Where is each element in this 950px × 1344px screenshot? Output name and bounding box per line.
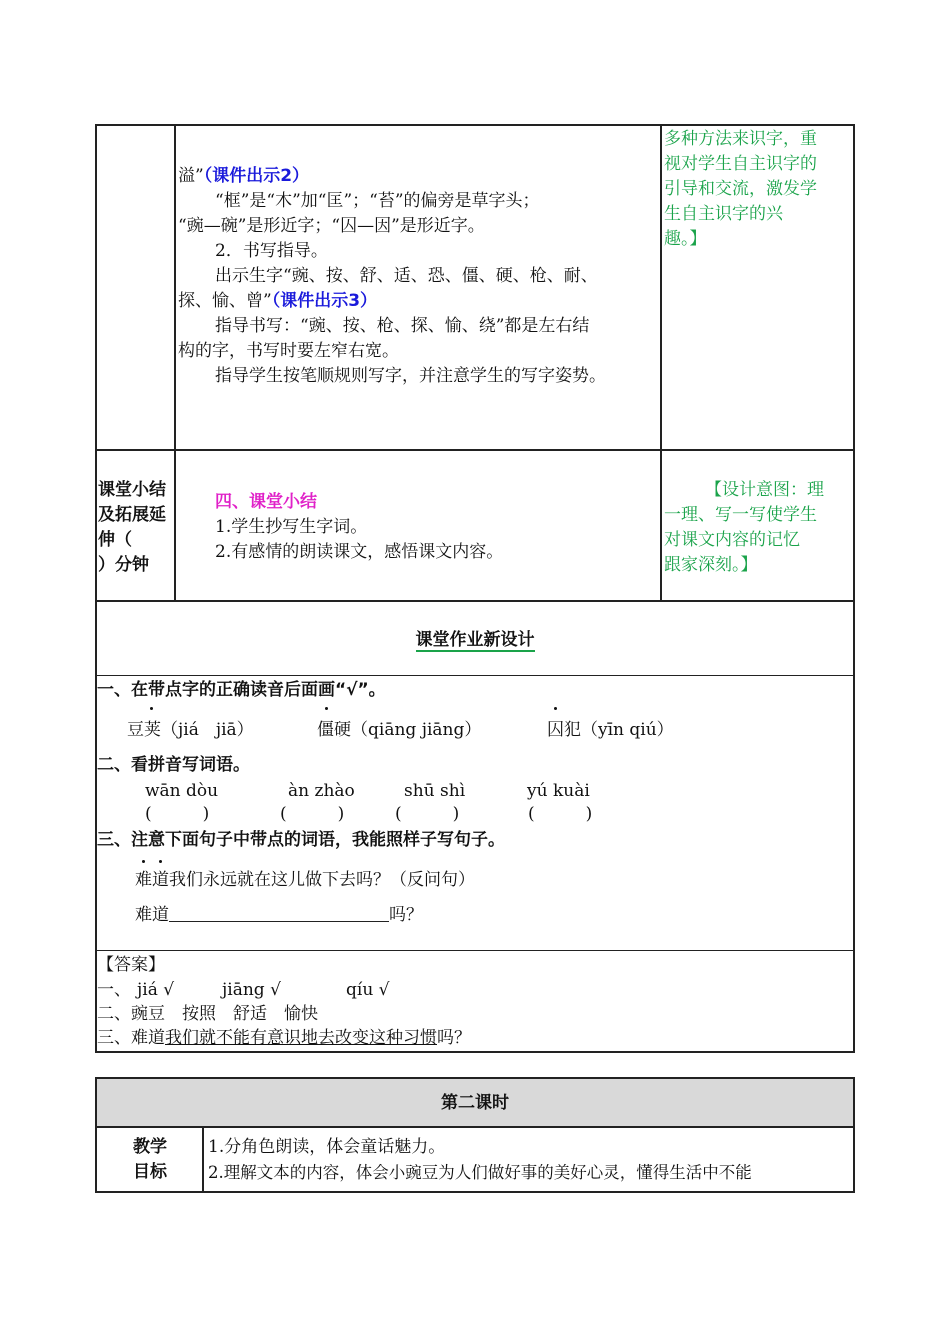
body-line-6: 探、愉、曾”（课件出示3） (178, 291, 378, 311)
label-line: 及拓展延 (98, 505, 166, 525)
answer-2: 二、豌豆 按照 舒适 愉快 (97, 1004, 318, 1024)
q3-sentence: 难道我们永远就在这儿做下去吗？（反问句） (135, 870, 475, 890)
q2-pinyin: shū shì (404, 781, 466, 801)
body-line-2: “框”是“木”加“匡”；“苔”的偏旁是草字头； (215, 191, 540, 211)
q2-pinyin: wān dòu (145, 781, 219, 801)
design-line: 对课文内容的记忆 (664, 530, 800, 550)
design-line: 视对学生自主识字的 (664, 154, 817, 174)
q3-fill-blank[interactable] (169, 903, 389, 922)
question-3: 三、注意下面句子中带点的词语，我能照样子写句子。 (97, 830, 505, 850)
design-line: 多种方法来识字，重 (664, 129, 817, 149)
summary-heading: 四、课堂小结 (215, 492, 317, 512)
objective-label: 目标 (133, 1162, 167, 1182)
q2-blank[interactable]: ( ) (145, 804, 210, 824)
design-line: 趣。】 (664, 229, 707, 249)
lesson-title: 第二课时 (441, 1093, 509, 1113)
q2-blank[interactable]: ( ) (528, 804, 593, 824)
label-line: 伸（ (98, 530, 132, 550)
answer-1-item: jiāng √ (222, 980, 281, 1000)
q2-blank[interactable]: ( ) (395, 804, 460, 824)
answer-1-prefix: 一、 (97, 980, 131, 1000)
objective-item: 2.理解文本的内容，体会小豌豆为人们做好事的美好心灵，懂得生活中不能 (208, 1163, 752, 1182)
question-1: 一、在带点字的正确读音后面画“√”。 (97, 680, 386, 700)
body-line-3: “豌—碗”是形近字；“囚—因”是形近字。 (178, 216, 485, 236)
homework-title-wrap (0, 628, 950, 653)
objective-label: 教学 (133, 1137, 167, 1157)
q2-pinyin: àn zhào (288, 781, 355, 801)
q2-blank[interactable]: ( ) (280, 804, 345, 824)
answer-1-item: jiá √ (137, 980, 175, 1000)
body-line-8: 构的字，书写时要左窄右宽。 (178, 341, 399, 361)
summary-item: 1.学生抄写生字词。 (215, 517, 368, 537)
body-line-9: 指导学生按笔顺规则写字，并注意学生的写字姿势。 (215, 366, 606, 386)
body-line-5: 出示生字“豌、按、舒、适、恐、僵、硬、枪、耐、 (215, 266, 598, 286)
answer-1-item: qíu √ (346, 980, 390, 1000)
design-line: 生自主识字的兴 (664, 204, 783, 224)
design-line: 跟家深刻。】 (664, 555, 758, 575)
objective-item: 1.分角色朗读，体会童话魅力。 (208, 1137, 446, 1157)
q3-fill: 难道 吗？ (135, 905, 423, 925)
design-line: 一理、写一写使学生 (664, 505, 817, 525)
q2-pinyin: yú kuài (527, 781, 590, 801)
body-line-7: 指导书写：“豌、按、枪、探、愉、绕”都是左右结 (215, 316, 590, 336)
body-line-4: 2．书写指导。 (215, 241, 328, 261)
answer-3: 三、难道我们就不能有意识地去改变这种习惯吗？ (97, 1028, 471, 1048)
answers-title: 【答案】 (97, 955, 165, 975)
design-line: 引导和交流，激发学 (664, 179, 817, 199)
body-line-1: 溢”（课件出示2） (178, 166, 310, 186)
label-line: 课堂小结 (98, 480, 166, 500)
q1-item: 僵硬（qiāng jiāng） (317, 720, 482, 740)
q1-item: 囚犯（yīn qiú） (547, 720, 674, 740)
summary-item: 2.有感情的朗读课文，感悟课文内容。 (215, 542, 504, 562)
design-line: 【设计意图：理 (705, 480, 824, 500)
q1-item: 豆荚（jiá jiā） (127, 720, 254, 740)
homework-title: 课堂作业新设计 (415, 630, 535, 650)
label-line: ）分钟 (98, 555, 149, 575)
question-2: 二、看拼音写词语。 (97, 755, 250, 775)
